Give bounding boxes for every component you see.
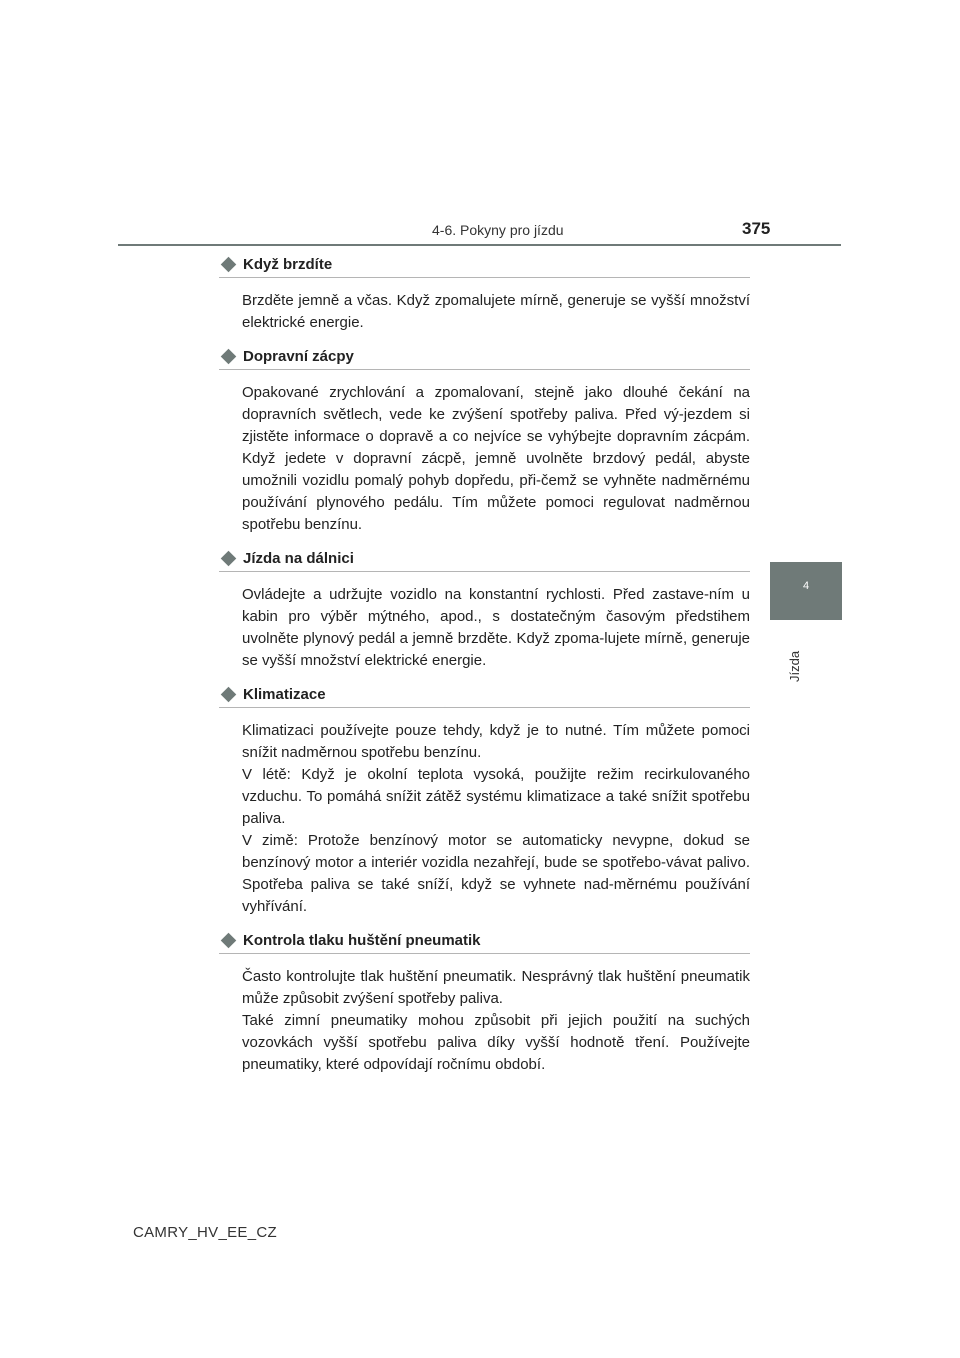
section-title: Když brzdíte bbox=[243, 255, 333, 273]
diamond-bullet-icon bbox=[221, 550, 237, 566]
section-title: Klimatizace bbox=[243, 685, 326, 703]
section-tire-pressure bbox=[219, 928, 750, 1076]
section-body bbox=[242, 290, 750, 334]
section-title: Kontrola tlaku huštění pneumatik bbox=[243, 931, 481, 949]
paragraph: Často kontrolujte tlak huštění pneumatik. Nesprávný tlak huštění pneumatik může způsobit zvýšení spotřeby paliva. bbox=[242, 968, 750, 1007]
section-heading bbox=[219, 344, 750, 370]
section-body bbox=[242, 966, 750, 1076]
section-traffic-jams bbox=[219, 344, 750, 536]
paragraph: V létě: Když je okolní teplota vysoká, použijte režim recirkulovaného vzduchu. To pomáhá snížit zátěž systému klimatizace a také snížit spotřebu paliva. bbox=[242, 766, 750, 827]
page-content bbox=[219, 252, 750, 1076]
paragraph: V zimě: Protože benzínový motor se automaticky nevypne, dokud se benzínový motor a interiér vozidla nezahřejí, bude se spotřebo-vávat palivo. Spotřeba paliva se také sníží, když se vyhnete nad-měrnému používání vyhřívání. bbox=[242, 832, 750, 915]
chapter-tab[interactable] bbox=[770, 562, 842, 620]
section-braking bbox=[219, 252, 750, 334]
section-body bbox=[242, 382, 750, 536]
page-number: 375 bbox=[742, 219, 771, 238]
section-body bbox=[242, 584, 750, 672]
section-heading bbox=[219, 928, 750, 954]
section-air-conditioning bbox=[219, 682, 750, 918]
document-code: CAMRY_HV_EE_CZ bbox=[133, 1224, 277, 1241]
paragraph: Ovládejte a udržujte vozidlo na konstantní rychlosti. Před zastave-ním u kabin pro výběr mýtného, apod., s dostatečným časovým předstihem uvolněte plynový pedál a jemně brzděte. Když zpoma-lujete mírně, generuje se vyšší množství elektrické energie. bbox=[242, 586, 750, 669]
diamond-bullet-icon bbox=[221, 932, 237, 948]
paragraph: Klimatizaci používejte pouze tehdy, když je to nutné. Tím můžete pomoci snížit nadměrnou spotřebu benzínu. bbox=[242, 722, 750, 761]
diamond-bullet-icon bbox=[221, 686, 237, 702]
section-heading bbox=[219, 252, 750, 278]
section-title: Jízda na dálnici bbox=[243, 549, 354, 567]
paragraph: Opakované zrychlování a zpomalovaní, stejně jako dlouhé čekání na dopravních světlech, vede ke zvýšení spotřeby paliva. Před vý-jezdem si zjistěte informace o dopravě a co nejvíce se vyhýbejte dopravním zácpám. Když jedete v dopravní zácpě, jemně uvolněte brzdový pedál, abyste umožnili vozidlu pomalý pohyb dopředu, při-čemž se vyhněte nadměrnému používání plynového pedálu. Tím můžete pomoci regulovat nadměrnou spotřebu benzínu. bbox=[242, 384, 750, 533]
paragraph: Brzděte jemně a včas. Když zpomalujete mírně, generuje se vyšší množství elektrické energie. bbox=[242, 292, 750, 331]
header-divider bbox=[118, 244, 841, 246]
chapter-tab-number: 4 bbox=[802, 580, 810, 592]
diamond-bullet-icon bbox=[221, 256, 237, 272]
diamond-bullet-icon bbox=[221, 348, 237, 364]
section-heading bbox=[219, 546, 750, 572]
section-heading bbox=[219, 682, 750, 708]
chapter-tab-label: Jízda bbox=[787, 650, 802, 682]
section-body bbox=[242, 720, 750, 918]
paragraph: Také zimní pneumatiky mohou způsobit při jejich použití na suchých vozovkách vyšší spotřebu paliva díky vyšší hodnotě tření. Používejte pneumatiky, které odpovídají ročnímu období. bbox=[242, 1012, 750, 1073]
section-highway-driving bbox=[219, 546, 750, 672]
header-section-title: 4-6. Pokyny pro jízdu bbox=[432, 222, 564, 238]
section-title: Dopravní zácpy bbox=[243, 347, 354, 365]
